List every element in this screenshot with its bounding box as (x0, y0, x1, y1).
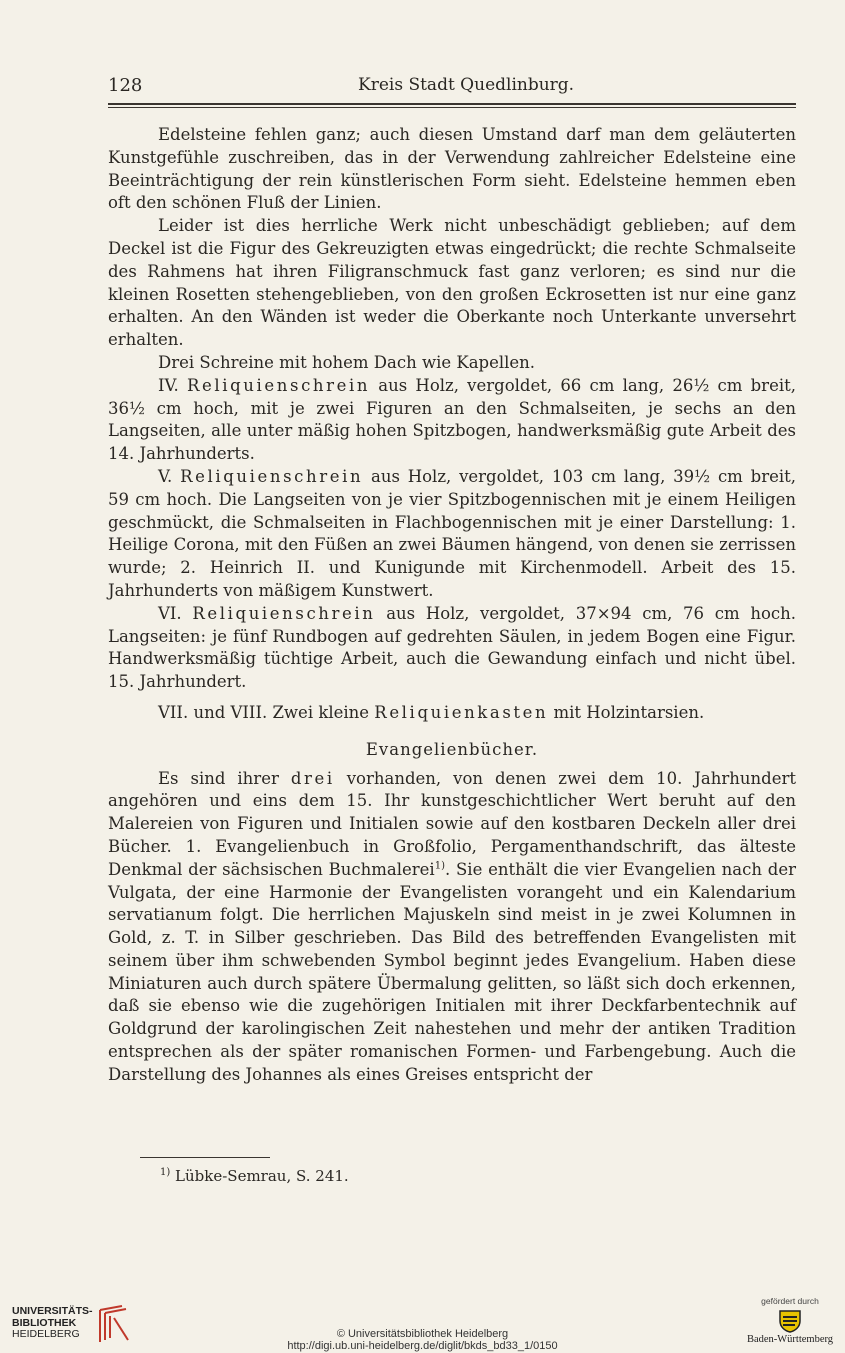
footnote-marker: 1) (160, 1167, 171, 1178)
funding-block (740, 1296, 840, 1345)
header-rule-thick (108, 103, 796, 105)
header-rule-thin (108, 107, 796, 108)
paragraph-6 (108, 603, 796, 694)
item-term: Reliquienschrein (180, 466, 364, 486)
lead-text: Es sind ihrer (158, 768, 279, 788)
permalink[interactable]: http://digi.ub.uni-heidelberg.de/diglit/bkds_bd33_1/0150 (287, 1340, 558, 1352)
emphasis-term: drei (290, 768, 335, 788)
copyright-block (0, 1328, 845, 1352)
footnote-reference[interactable]: 1) (434, 860, 445, 872)
footnote-rule (140, 1157, 270, 1158)
library-name-line-1: UNIVERSITÄTS- (12, 1305, 93, 1317)
running-title: Kreis Stadt Quedlinburg. (358, 75, 575, 95)
body-text (108, 124, 796, 1087)
funding-label: gefördert durch (761, 1296, 819, 1306)
item-text: aus Holz, vergoldet, 66 cm lang, 26½ cm breit, 36½ cm hoch, mit je zwei Figuren an den Schmalseiten, je sechs an den Langseiten, alle unter mäßig hohen Spitzbogen, handwerksmäßig gute Arbeit des 14. Jahrhunderts. (108, 375, 796, 464)
item-number: IV. (158, 375, 179, 395)
page-number: 128 (108, 75, 143, 96)
funder-name: Baden-Württemberg (746, 1334, 834, 1345)
paragraph-7 (108, 702, 796, 725)
text-part-a: vorhanden, von denen zwei dem 10. Jahrhundert angehören und eins dem 15. Ihr kunstgeschichtlicher Wert beruht auf den Malereien von Figuren und Initialen sowie auf den kostbaren Deckeln aller drei Bücher. 1. Evangelienbuch in Großfolio, Pergamenthandschrift, das älteste Denkmal der sächsischen Buchmalerei (108, 768, 796, 879)
item-text: aus Holz, vergoldet, 37×94 cm, 76 cm hoch. Langseiten: je fünf Rundbogen auf gedrehten Säulen, in jedem Bogen eine Figur. Handwerksmäßig tüchtige Arbeit, auch die Gewandung einfach und nicht übel. 15. Jahrhundert. (108, 603, 796, 692)
library-name-line-2: BIBLIOTHEK (12, 1316, 77, 1329)
item-term: Reliquienkasten (374, 702, 549, 722)
item-text: aus Holz, vergoldet, 103 cm lang, 39½ cm breit, 59 cm hoch. Die Langseiten von je vier Spitzbogennischen mit je einem Heiligen geschmückt, die Schmalseiten in Flachbogennischen mit je einer Darstellung: 1. Heilige Corona, mit den Füßen an zwei Bäumen hängend, von denen sie zerrissen wurde; 2. Heinrich II. und Kunigunde mit Kirchenmodell. Arbeit des 15. Jahrhunderts von mäßigem Kunstwert. (108, 466, 796, 600)
item-number: VII. und VIII. Zwei kleine (158, 702, 370, 722)
item-number: VI. (158, 603, 182, 623)
section-heading: Evangelienbücher. (365, 739, 539, 759)
paragraph-5 (108, 466, 796, 603)
text-part-b: . Sie enthält die vier Evangelien nach der Vulgata, der eine Harmonie der Evangelisten vorangeht und ein Kalendarium servatianum folgt. Die herrlichen Majuskeln sind meist in je zwei Kolumnen in Gold, z. T. in Silber geschrieben. Das Bild des betreffenden Evangelisten mit seinem über ihm schwebenden Symbol beginnt jedes Evangelium. Haben diese Miniaturen auch durch spätere Übermalung gelitten, so läßt sich doch erkennen, daß sie ebenso wie die zugehörigen Initialen mit ihrer Deckfarbentechnik auf Goldgrund der karolingischen Zeit nahestehen und mehr der antiken Tradition entsprechen als der später romanischen Formen- und Farbengebung. Auch die Darstellung des Johannes als eines Greises entspricht der (108, 859, 797, 1084)
paragraph-4 (108, 375, 796, 466)
copyright-text: © Universitätsbibliothek Heidelberg (336, 1328, 509, 1340)
item-term: Reliquienschrein (192, 603, 376, 623)
footnote (160, 1167, 349, 1185)
item-term: Reliquienschrein (187, 375, 371, 395)
coat-of-arms-icon (777, 1309, 803, 1333)
paragraph-3: Drei Schreine mit hohem Dach wie Kapellen. (158, 352, 536, 372)
item-text: mit Holzintarsien. (553, 702, 705, 722)
item-number: V. (158, 466, 173, 486)
library-name-line-3: HEIDELBERG (12, 1328, 80, 1340)
paragraph-1: Edelsteine fehlen ganz; auch diesen Umstand darf man dem geläuterten Kunstgefühle zuschreiben, das in der Verwendung zahlreicher Edelsteine eine Beeinträchtigung der rein künstlerischen Form sieht. Edelsteine hemmen eben oft den schönen Fluß der Linien. (108, 125, 796, 213)
page-header (108, 72, 796, 102)
footnote-text: Lübke-Semrau, S. 241. (175, 1167, 349, 1185)
paragraph-2: Leider ist dies herrliche Werk nicht unbeschädigt geblieben; auf dem Deckel ist die Figur des Gekreuzigten etwas eingedrückt; die rechte Schmalseite des Rahmens hat ihren Filigranschmuck fast ganz verloren; es sind nur die kleinen Rosetten stehengeblieben, von den großen Eckrosetten ist nur eine ganz erhalten. An den Wänden ist weder die Oberkante noch Unterkante unversehrt erhalten. (108, 216, 796, 350)
paragraph-8 (108, 768, 796, 1087)
